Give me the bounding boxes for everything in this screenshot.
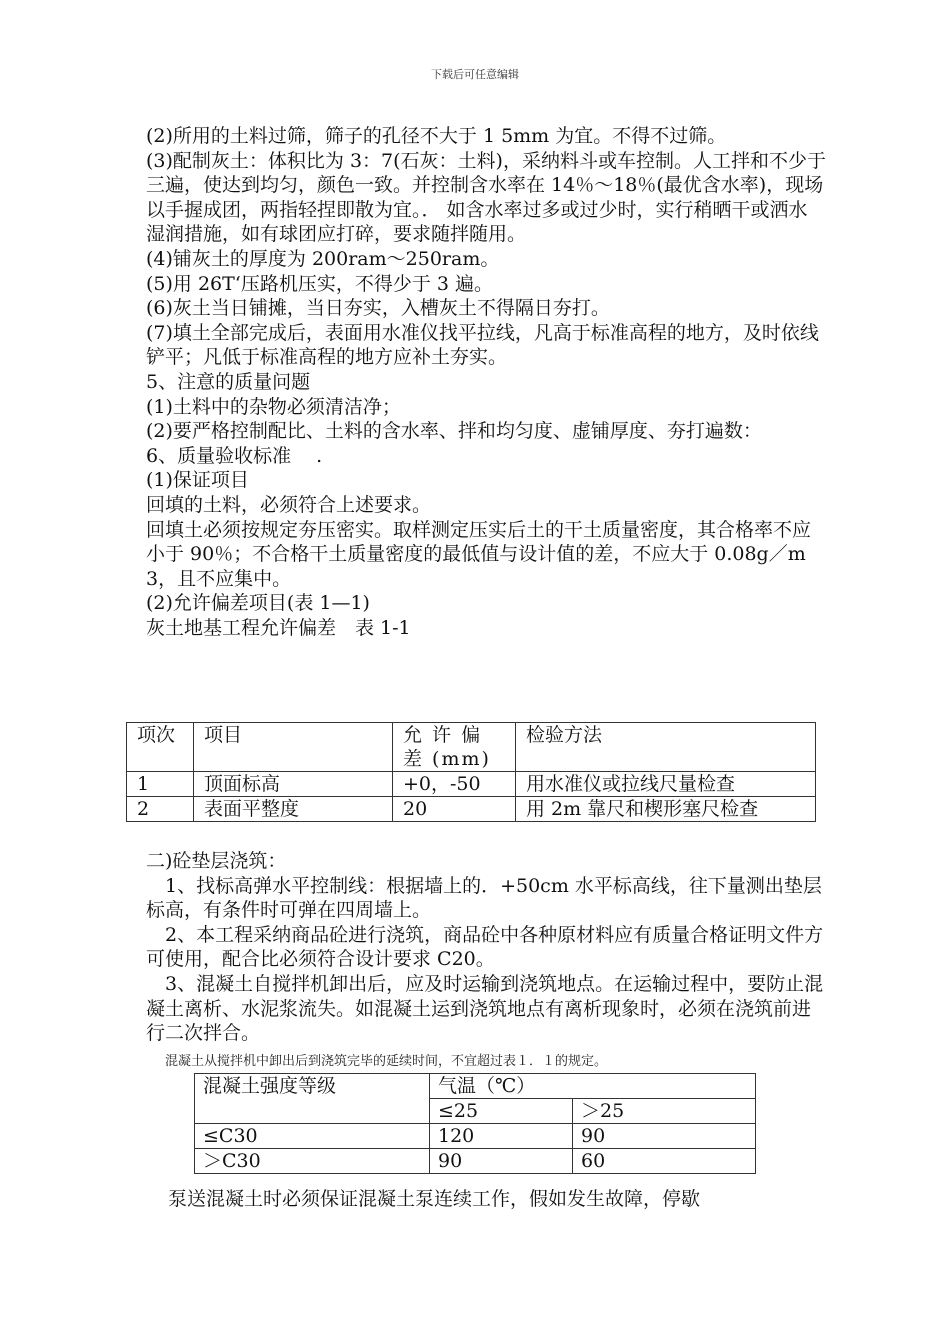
table-header-cell: ＞25 bbox=[573, 1099, 756, 1124]
table-cell: 120 bbox=[430, 1124, 573, 1149]
table-cell: 90 bbox=[430, 1149, 573, 1174]
paragraph: 3、混凝土自搅拌机卸出后，应及时运输到浇筑地点。在运输过程中，要防止混凝土离析、水泥浆流失。如混凝土运到浇筑地点有离析现象时，必须在浇筑前进行二次拌合。 bbox=[146, 972, 824, 1045]
table-row bbox=[195, 1124, 756, 1149]
table-row bbox=[127, 772, 816, 797]
table-header-cell: 项目 bbox=[194, 723, 393, 772]
page-header: 下载后可任意编辑 bbox=[431, 68, 519, 81]
table-header-cell: 允 许 偏 差 (mm) bbox=[393, 723, 516, 772]
paragraph: (3)配制灰土：体积比为 3：7(石灰：土料)，采纳料斗或车控制。人工拌和不少于三遍，使达到均匀，颜色一致。并控制含水率在 14％～18％(最优含水率)，现场以手握成团，两指轻捏即散为宜。． 如含水率过多或过少时，实行稍晒干或洒水湿润措施，如有球团应打碎，要求随拌随用。 bbox=[146, 149, 826, 246]
pour-time-table bbox=[194, 1073, 756, 1174]
table-header-cell: ≤25 bbox=[430, 1099, 573, 1124]
paragraph: (1)保证项目 bbox=[146, 469, 249, 492]
table-header-cell: 项次 bbox=[127, 723, 194, 772]
table-cell: 顶面标高 bbox=[194, 772, 393, 797]
paragraph: 回填的土料，必须符合上述要求。 bbox=[146, 493, 432, 516]
table-cell: +0，-50 bbox=[393, 772, 516, 797]
paragraph: (2)要严格控制配比、土料的含水率、拌和均匀度、虚铺厚度、夯打遍数： bbox=[146, 420, 762, 443]
table-cell: 20 bbox=[393, 797, 516, 822]
section-heading: 二)砼垫层浇筑： bbox=[146, 850, 287, 872]
paragraph: (5)用 26T‘压路机压实，不得少于 3 遍。 bbox=[146, 272, 494, 295]
paragraph: (6)灰土当日铺摊，当日夯实，入槽灰土不得隔日夯打。 bbox=[146, 297, 610, 320]
table-header-cell: 混凝土强度等级 bbox=[195, 1074, 430, 1124]
table-row bbox=[195, 1149, 756, 1174]
table-cell: ≤C30 bbox=[195, 1124, 430, 1149]
paragraph: 2、本工程采纳商品砼进行浇筑，商品砼中各种原材料应有质量合格证明文件方可使用，配合比必须符合设计要求 C20。 bbox=[146, 923, 824, 971]
paragraph: 泵送混凝土时必须保证混凝土泵连续工作，假如发生故障，停歇 bbox=[168, 1188, 701, 1210]
table-cell: 用 2m 靠尺和楔形塞尺检查 bbox=[516, 797, 816, 822]
paragraph: (2)所用的土料过筛，筛子的孔径不大于 1 5mm 为宜。不得不过筛。 bbox=[146, 125, 727, 147]
table-cell: 用水准仪或拉线尺量检查 bbox=[516, 772, 816, 797]
paragraph: (4)铺灰土的厚度为 200ram～250ram。 bbox=[146, 247, 500, 270]
paragraph: (7)填土全部完成后，表面用水准仪找平拉线，凡高于标准高程的地方，及时依线铲平；凡低于标准高程的地方应补土夯实。 bbox=[146, 321, 819, 369]
section-heading: 5、注意的质量问题 bbox=[146, 370, 311, 393]
table-cell: 2 bbox=[127, 797, 194, 822]
table-cell: 60 bbox=[573, 1149, 756, 1174]
table-header-cell: 气温（℃） bbox=[430, 1074, 756, 1099]
section-concrete bbox=[146, 849, 826, 1046]
table-header-row bbox=[195, 1074, 756, 1099]
table-cell: ＞C30 bbox=[195, 1149, 430, 1174]
table-note: 混凝土从搅拌机中卸出后到浇筑完毕的延续时间，不宜超过表１．１的规定。 bbox=[165, 1054, 608, 1069]
table-cell: 1 bbox=[127, 772, 194, 797]
paragraph: 回填土必须按规定夯压密实。取样测定压实后土的干土质量密度，其合格率不应小于 90％；不合格干土质量密度的最低值与设计值的差，不应大于 0.08g／m 3，且不应集中。 bbox=[146, 518, 812, 590]
tolerance-table bbox=[126, 722, 816, 822]
table-cell: 90 bbox=[573, 1124, 756, 1149]
body-text bbox=[146, 124, 826, 640]
table-caption: 灰土地基工程允许偏差 表 1-1 bbox=[146, 616, 411, 639]
paragraph: (2)允许偏差项目(表 1—1) bbox=[146, 592, 370, 615]
paragraph: 1、找标高弹水平控制线：根据墙上的．+50cm 水平标高线，往下量测出垫层标高，有条件时可弹在四周墙上。 bbox=[146, 874, 822, 922]
section-heading: 6、质量验收标准 . bbox=[146, 444, 323, 467]
table-row bbox=[127, 797, 816, 822]
table-header-cell: 检验方法 bbox=[516, 723, 816, 772]
table-header-row bbox=[127, 723, 816, 772]
table-cell: 表面平整度 bbox=[194, 797, 393, 822]
paragraph: (1)土料中的杂物必须清洁净； bbox=[146, 395, 401, 418]
